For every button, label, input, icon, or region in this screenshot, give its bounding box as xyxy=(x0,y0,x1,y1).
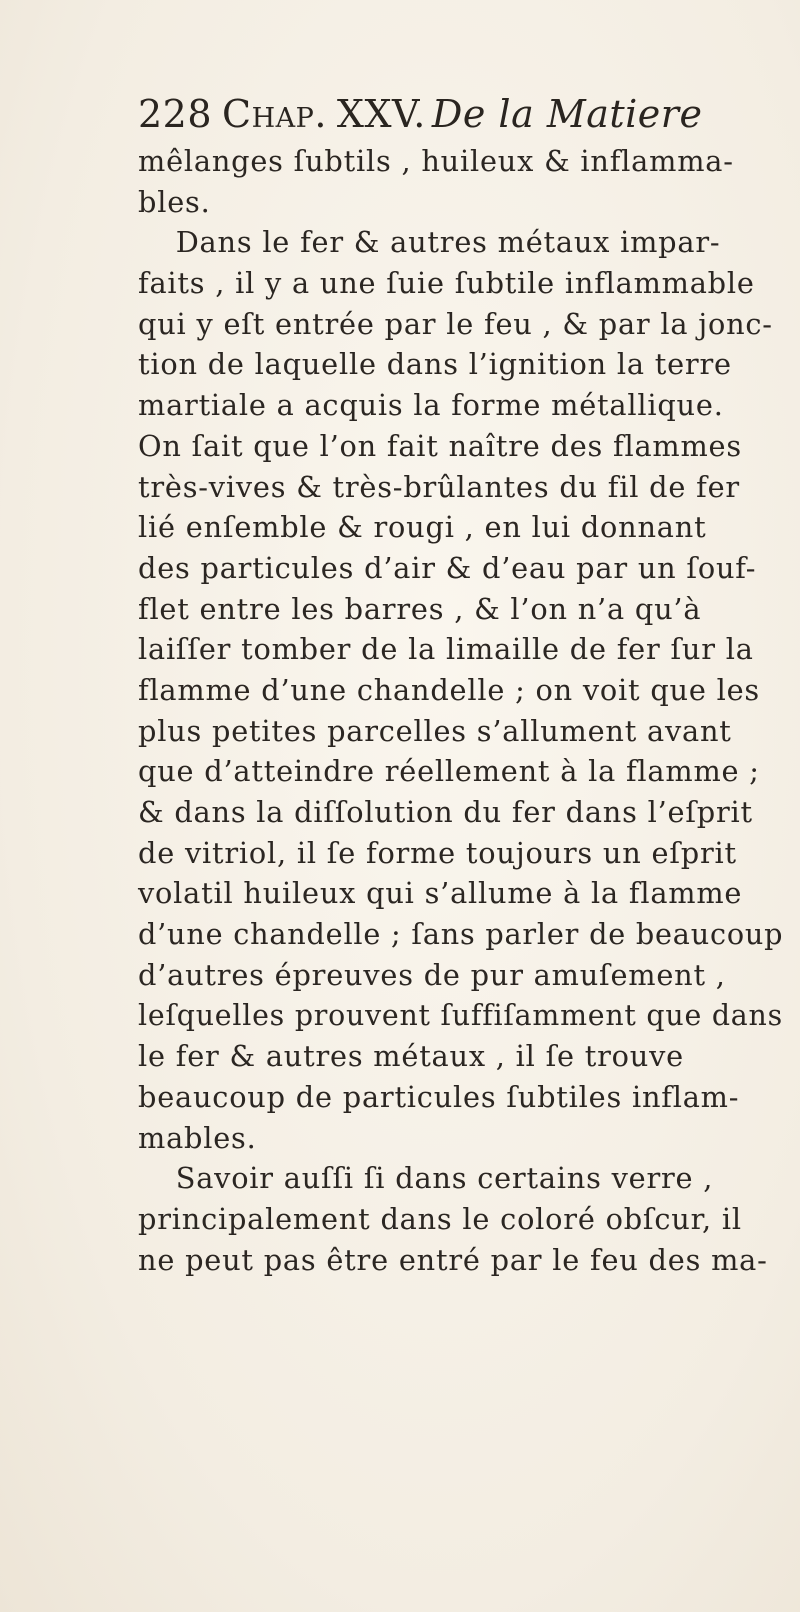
text-line: volatil huileux qui s’allume à la flamme xyxy=(138,876,743,911)
text-line: beaucoup de particules ſubtiles inflam- xyxy=(138,1079,740,1114)
text-line: mêlanges ſubtils , huileux & inflamma- xyxy=(138,144,734,178)
text-line: laiſſer tomber de la limaille de fer ſur la xyxy=(138,632,754,667)
text-line: ne peut pas être entré par le feu des ma- xyxy=(138,1242,768,1277)
body-text xyxy=(138,141,788,1280)
text-line: que d’atteindre réellement à la flamme ; xyxy=(138,754,760,789)
text-line: Savoir auſſi ſi dans certains verre , xyxy=(175,1161,714,1196)
text-line: Dans le fer & autres métaux impar- xyxy=(175,225,721,260)
chapter-number: XXV. xyxy=(336,92,426,136)
page-number: 228 xyxy=(138,92,213,136)
text-line: tion de laquelle dans l’ignition la terre xyxy=(138,347,732,382)
text-line: des particules d’air & d’eau par un ſouf- xyxy=(138,550,757,585)
text-line: bles. xyxy=(138,184,211,219)
text-line: plus petites parcelles s’allument avant xyxy=(138,713,732,748)
text-line: le fer & autres métaux , il ſe trouve xyxy=(138,1039,684,1074)
text-line: très-vives & très-brûlantes du fil de fer xyxy=(138,469,740,504)
text-line: lié enſemble & rougi , en lui donnant xyxy=(138,510,707,545)
text-line: qui y eſt entrée par le feu , & par la jonc- xyxy=(138,306,773,341)
text-line: principalement dans le coloré obſcur, il xyxy=(138,1201,742,1236)
text-line: leſquelles prouvent ſuffiſamment que dans xyxy=(138,998,783,1033)
text-line: mables. xyxy=(138,1120,257,1155)
text-line: d’autres épreuves de pur amuſement , xyxy=(138,957,726,992)
text-line: d’une chandelle ; ſans parler de beaucoup xyxy=(138,917,784,952)
text-line: faits , il y a une ſuie ſubtile inflammable xyxy=(138,266,755,301)
text-line: & dans la diſſolution du fer dans l’eſprit xyxy=(138,795,753,829)
chapter-title: De la Matiere xyxy=(431,92,703,136)
text-line: martiale a acquis la forme métallique. xyxy=(138,388,724,423)
text-line: On ſait que l’on fait naître des flammes xyxy=(138,428,742,463)
running-head xyxy=(138,92,702,136)
text-line: flamme d’une chandelle ; on voit que les xyxy=(138,672,760,707)
chapter-label: Chap. xyxy=(222,92,327,136)
text-line: flet entre les barres , & l’on n’a qu’à xyxy=(138,591,702,626)
text-line: de vitriol, il ſe forme toujours un eſprit xyxy=(138,835,737,870)
